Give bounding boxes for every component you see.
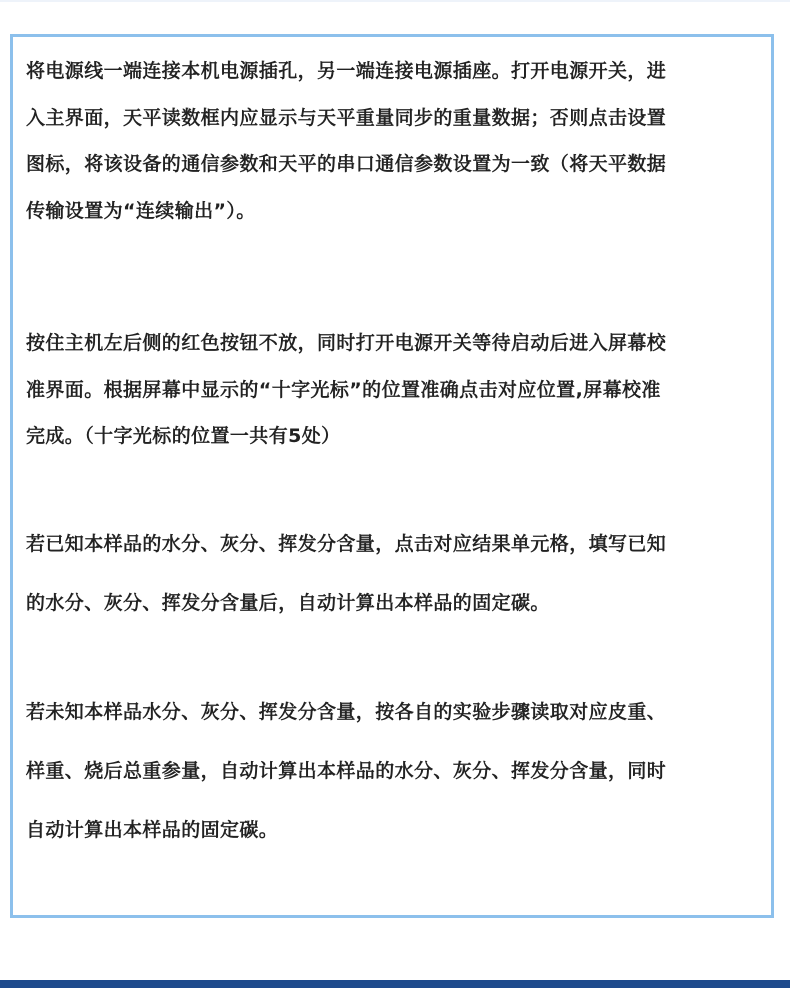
text-line: 自动计算出本样品的固定碳。	[26, 819, 279, 841]
text-line: 入主界面，天平读数框内应显示与天平重量同步的重量数据；否则点击设置	[26, 106, 667, 129]
paragraph-known-sample	[26, 532, 766, 650]
text-line: 的水分、灰分、挥发分含量后，自动计算出本样品的固定碳。	[26, 592, 550, 614]
paragraph-screen-calibration	[26, 331, 766, 471]
paragraph-power-connection	[26, 59, 766, 245]
text-line: 样重、烧后总重参量，自动计算出本样品的水分、灰分、挥发分含量，同时	[26, 760, 667, 782]
top-divider	[0, 0, 790, 2]
text-line: 传输设置为“连续输出”）。	[26, 199, 256, 222]
bottom-accent-bar	[0, 980, 790, 988]
text-line: 完成。（十字光标的位置一共有5处）	[26, 425, 341, 447]
text-line: 按住主机左后侧的红色按钮不放，同时打开电源开关等待启动后进入屏幕校	[26, 332, 667, 354]
text-line: 准界面。根据屏幕中显示的“十字光标”的位置准确点击对应位置,屏幕校准	[26, 378, 661, 401]
text-line: 将电源线一端连接本机电源插孔，另一端连接电源插座。打开电源开关，进	[26, 60, 667, 82]
text-line: 若已知本样品的水分、灰分、挥发分含量，点击对应结果单元格，填写已知	[26, 533, 667, 555]
text-line: 图标，将该设备的通信参数和天平的串口通信参数设置为一致（将天平数据	[26, 153, 667, 175]
text-line: 若未知本样品水分、灰分、挥发分含量，按各自的实验步骤读取对应皮重、	[26, 701, 667, 723]
paragraph-unknown-sample	[26, 700, 766, 877]
